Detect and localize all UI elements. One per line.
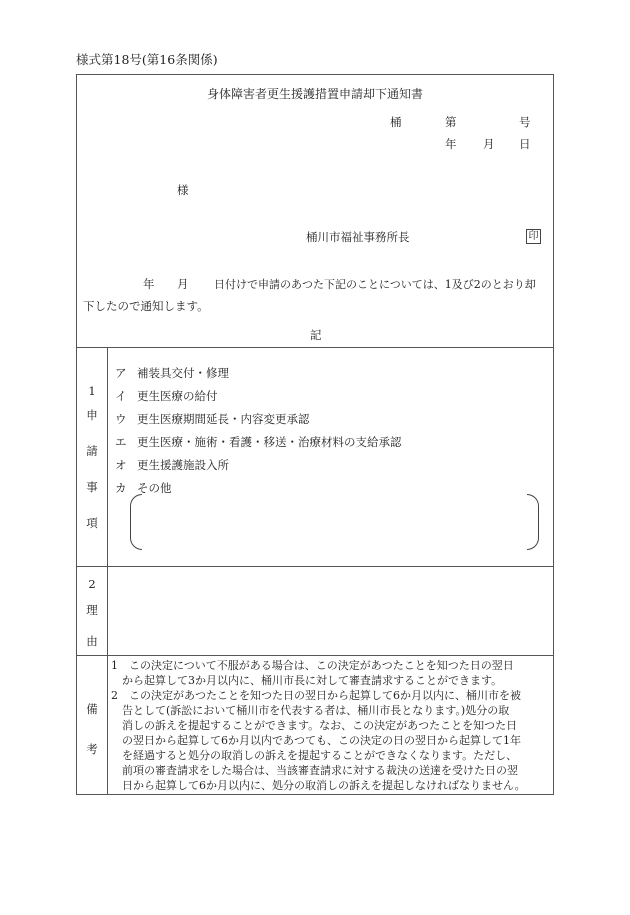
item-mark: カ xyxy=(115,481,127,495)
notice-form xyxy=(76,74,554,795)
label-column-divider xyxy=(107,347,108,794)
section1-label-char: 請 xyxy=(86,444,98,458)
body-year: 年 xyxy=(143,277,155,291)
item-mark: ウ xyxy=(115,412,127,426)
remarks-line: 日から起算して6か月以内に、処分の取消しの訴えを提起しなければなりません。 xyxy=(122,779,526,792)
ki-heading: 記 xyxy=(310,328,322,342)
form-number: 様式第18号(第16条関係) xyxy=(76,52,218,67)
item-mark: イ xyxy=(115,389,127,403)
item-text: その他 xyxy=(137,481,172,495)
item-mark: ア xyxy=(115,366,127,380)
item-text: 更生医療・施術・看護・移送・治療材料の支給承認 xyxy=(137,435,402,449)
date-day: 日 xyxy=(519,137,531,151)
remarks-line: 消しの訴えを提起することができます。なお、この決定があつたことを知つた日 xyxy=(122,719,518,732)
item-text: 更生医療の給付 xyxy=(137,389,218,403)
remarks-line: 前項の審査請求をした場合は、当該審査請求に対する裁決の送達を受けた日の翌 xyxy=(122,764,518,777)
section1-label-char: 事 xyxy=(86,480,98,494)
doc-number-dai: 第 xyxy=(445,115,457,129)
section1-label-char: 申 xyxy=(86,408,98,422)
doc-number-prefix: 桶 xyxy=(390,115,402,129)
item-text: 補装具交付・修理 xyxy=(137,366,229,380)
remarks-line: から起算して3か月以内に、桶川市長に対して審査請求することができます。 xyxy=(122,674,503,687)
remarks-line: 1 この決定について不服がある場合は、この決定があつたことを知つた日の翌日 xyxy=(111,659,514,672)
doc-number-go: 号 xyxy=(519,115,531,129)
document-title: 身体障害者更生援護措置申請却下通知書 xyxy=(206,87,423,101)
section1-label-char: 項 xyxy=(86,516,98,530)
item-mark: オ xyxy=(115,458,127,472)
addressee-suffix: 様 xyxy=(177,183,189,197)
other-bracket-right xyxy=(527,494,539,550)
item-text: 更生援護施設入所 xyxy=(137,458,229,472)
date-year: 年 xyxy=(445,137,457,151)
section2-number: 2 xyxy=(88,577,96,591)
item-text: 更生医療期間延長・内容変更承認 xyxy=(137,412,310,426)
body-month: 月 xyxy=(177,277,189,291)
divider-header xyxy=(77,347,553,348)
remarks-label-char: 考 xyxy=(86,742,98,756)
seal-mark: 印 xyxy=(526,229,541,244)
divider-section1 xyxy=(77,566,553,567)
body-line-2: 下したので通知します。 xyxy=(83,299,209,313)
section2-label-char: 由 xyxy=(86,634,98,648)
section1-number: 1 xyxy=(88,384,96,398)
remarks-line: 2 この決定があつたことを知つた日の翌日から起算して6か月以内に、桶川市を被 xyxy=(111,689,521,702)
item-mark: エ xyxy=(115,435,127,449)
remarks-label-char: 備 xyxy=(86,702,98,716)
other-bracket-left xyxy=(130,494,142,550)
body-line-1: 日付けで申請のあつた下記のことについては、1及び2のとおり却 xyxy=(214,278,536,291)
issuer-name: 桶川市福祉事務所長 xyxy=(306,230,410,244)
divider-section2 xyxy=(77,655,553,656)
remarks-line: 告として(訴訟において桶川市を代表する者は、桶川市長となります。)処分の取 xyxy=(122,704,510,717)
date-month: 月 xyxy=(483,137,495,151)
remarks-line: を経過すると処分の取消しの訴えを提起することができなくなります。ただし、 xyxy=(122,749,518,762)
remarks-line: の翌日から起算して6か月以内であつても、この決定の日の翌日から起算して1年 xyxy=(122,734,521,747)
section2-label-char: 理 xyxy=(86,603,98,617)
